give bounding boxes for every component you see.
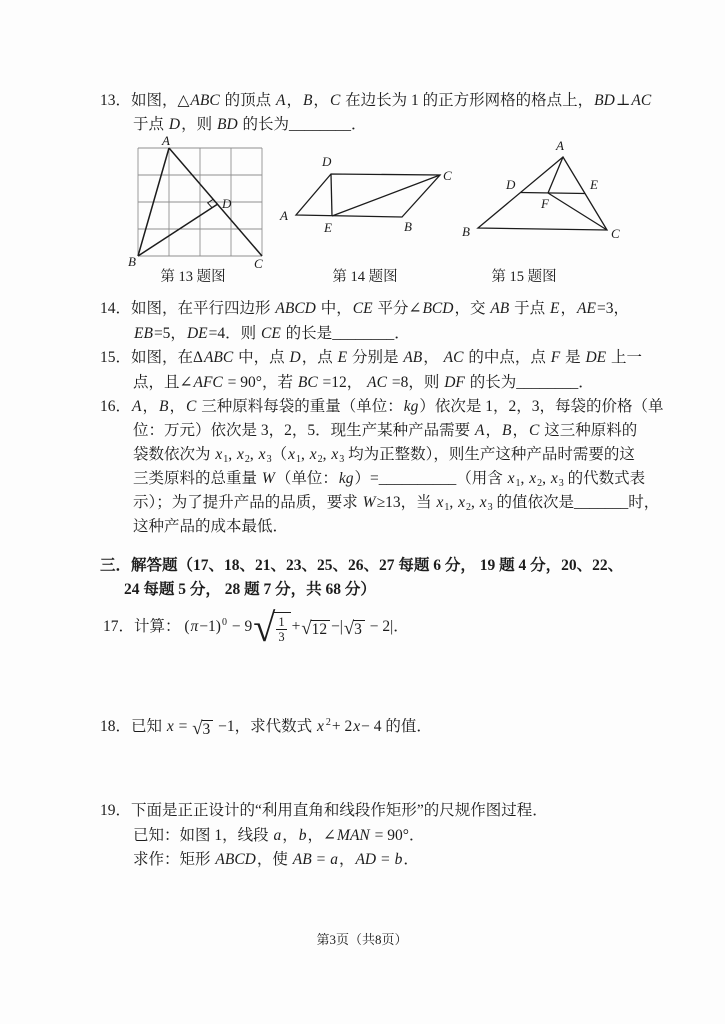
question-14-line-1: 14．如图，在平行四边形 ABCD 中，CE 平分∠BCD，交 AB 于点 E，AE=3，	[100, 300, 629, 317]
fig14-label-e: E	[324, 220, 332, 235]
question-15-line-2: 点，且∠AFC = 90°，若 BC =12， AC =8，则 DF 的长为________．	[133, 374, 594, 391]
question-13-line-2: 于点 D，则 BD 的长为________．	[133, 116, 367, 133]
question-16-line-6: 这种产品的成本最低．	[133, 518, 289, 535]
fig15-label-e: E	[590, 177, 598, 192]
fig15-label-d: D	[506, 177, 516, 192]
figure-13	[128, 134, 276, 270]
fig15-label-a: A	[556, 138, 564, 153]
section-3-header-line-1: 三．解答题（17、18、21、23、25、26、27 每题 6 分， 19 题 4 分，20、22、	[100, 557, 624, 574]
question-14-line-2: EB=5，DE=4．则 CE 的长是________．	[134, 325, 410, 342]
fig14-label-c: C	[443, 168, 452, 183]
section-3-header-line-2: 24 每题 5 分， 28 题 7 分，共 68 分）	[124, 581, 376, 598]
fig13-label-b: B	[128, 254, 136, 269]
fig15-label-b: B	[462, 224, 470, 239]
question-19-line-1: 19．下面是正正设计的“利用直角和线段作矩形”的尺规作图过程．	[100, 802, 548, 819]
page-number: 第3页（共8页）	[316, 932, 408, 947]
question-19-line-3: 求作：矩形 ABCD，使 AB = a，AD = b．	[133, 851, 419, 868]
question-16-line-5: 示）；为了提升产品的品质，要求 W≥13，当 $x_1$, $x_2$, $x_3$ 的值依次是_______时，	[133, 494, 660, 513]
fig15-label-c: C	[611, 226, 620, 241]
question-16-line-1: 16．A，B，C 三种原料每袋的重量（单位：kg）依次是 1，2，3，每袋的价格（单	[100, 398, 664, 415]
triangle-midsegment-lines	[478, 157, 607, 230]
question-16-line-2: 位：万元）依次是 3，2，5．现生产某种产品需要 A，B，C 这三种原料的	[133, 422, 638, 439]
question-16-line-4: 三类原料的总重量 W（单位：kg）=__________（用含 $x_1$, $x_2$, $x_3$ 的代数式表	[133, 470, 646, 489]
question-13-line-1: 13．如图，△ABC 的顶点 A，B，C 在边长为 1 的正方形网格的格点上，BD⊥AC	[100, 92, 652, 109]
question-18-line: 18．已知 x = √ 3 −1，求代数式 x $^2$+ 2x− 4 的值．	[100, 717, 432, 739]
question-15-line-1: 15．如图，在ΔABC 中，点 D，点 E 分别是 AB， AC 的中点，点 F 是 DE 上一	[100, 349, 643, 366]
square-grid	[138, 148, 262, 256]
figure-13-caption: 第 13 题图	[160, 269, 226, 285]
question-19-line-2: 已知：如图 1，线段 a，b，∠MAN = 90°．	[133, 827, 425, 844]
figure-15-caption: 第 15 题图	[491, 269, 557, 285]
right-angle-mark	[208, 199, 214, 207]
figure-14	[279, 151, 457, 239]
parallelogram-lines	[296, 174, 440, 217]
figure-15	[460, 134, 625, 246]
fig15-label-f: F	[541, 196, 549, 211]
question-16-line-3: 袋数依次为 $x_1$, $x_2$, $x_3(x_1$, $x_2$, $x_3$ 均为正整数），则生产这种产品时需要的这	[133, 446, 635, 465]
fig13-label-c: C	[254, 256, 263, 271]
question-17-line: 17．计算： $(\pi-1)^0 - 9$ √ $\frac{1}{3}$ + √ 12 −| √ 3 − 2|．	[103, 604, 409, 650]
fig13-label-a: A	[162, 133, 170, 148]
fig14-label-d: D	[322, 154, 332, 169]
fig13-label-d: D	[222, 196, 232, 211]
fig14-label-a: A	[280, 208, 288, 223]
figure-14-caption: 第 14 题图	[332, 269, 398, 285]
fig14-label-b: B	[404, 219, 412, 234]
